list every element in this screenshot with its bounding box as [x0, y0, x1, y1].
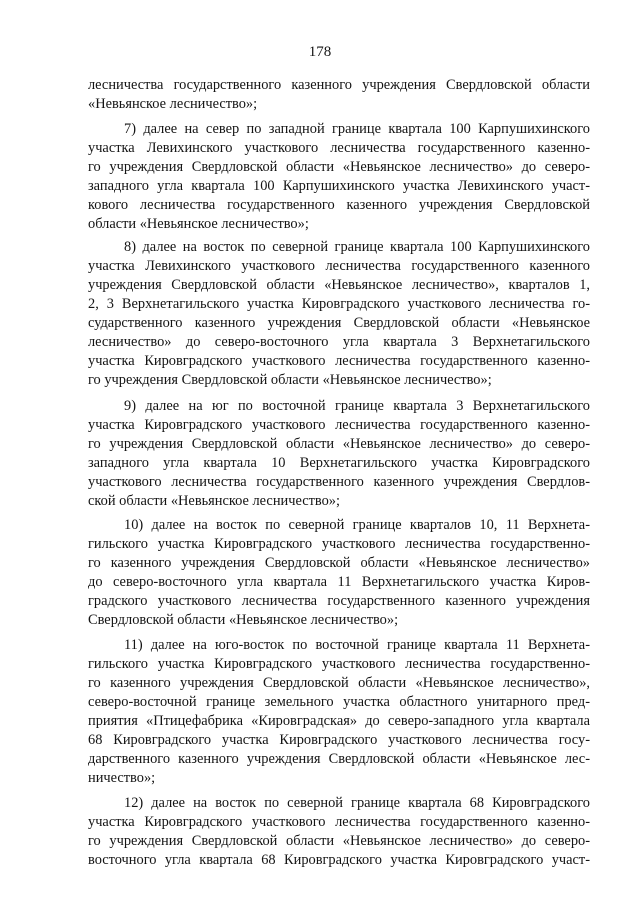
text-line: приятия «Птицефабрика «Кировградская» до северо-западного угла квартала — [88, 713, 590, 729]
text-line: дарственного казенного учреждения Свердловской области «Невьянское лес- — [88, 751, 590, 767]
text-line: лесничества государственного казенного учреждения Свердловской области — [88, 77, 590, 93]
text-line: участка Левихинского участкового лесничества государственного казенного — [88, 258, 590, 274]
text-line: гильского участка Кировградского участкового лесничества государственно- — [88, 656, 590, 672]
text-line: го казенного учреждения Свердловской области «Невьянское лесничество», — [88, 675, 590, 691]
text-line: восточного угла квартала 68 Кировградского участка Кировградского участ- — [88, 852, 590, 868]
text-line: 10) далее на восток по северной границе кварталов 10, 11 Верхнета- — [124, 517, 590, 533]
text-line: 9) далее на юг по восточной границе квартала 3 Верхнетагильского — [124, 398, 590, 414]
text-line: «Невьянское лесничество»; — [88, 96, 258, 112]
text-line: го учреждения Свердловской области «Невьянское лесничество» до северо- — [88, 159, 590, 175]
text-line: ской области «Невьянское лесничество»; — [88, 493, 340, 509]
text-line: 2, 3 Верхнетагильского участка Кировградского участкового лесничества го- — [88, 296, 590, 312]
text-line: северо-восточной границе земельного участка областного унитарного пред- — [88, 694, 590, 710]
text-line: 8) далее на восток по северной границе квартала 100 Карпушихинского — [124, 239, 590, 255]
text-line: участка Кировградского участкового лесничества государственного казенно- — [88, 814, 590, 830]
text-line: лесничество» до северо-восточного угла квартала 3 Верхнетагильского — [88, 334, 590, 350]
text-line: участкового лесничества государственного казенного учреждения Свердлов- — [88, 474, 590, 490]
text-line: градского участкового лесничества государственного казенного учреждения — [88, 593, 590, 609]
text-line: учреждения Свердловской области «Невьянское лесничество», кварталов 1, — [88, 277, 590, 293]
text-line: го учреждения Свердловской области «Невьянское лесничество»; — [88, 372, 492, 388]
text-line: сударственного казенного учреждения Свердловской области «Невьянское — [88, 315, 590, 331]
text-line: кового лесничества государственного казенного учреждения Свердловской — [88, 197, 590, 213]
text-line: ничество»; — [88, 770, 156, 786]
text-line: участка Кировградского участкового лесничества государственного казенно- — [88, 353, 590, 369]
page-number: 178 — [308, 44, 332, 60]
text-line: 12) далее на восток по северной границе квартала 68 Кировградского — [124, 795, 590, 811]
text-line: участка Кировградского участкового лесничества государственного казенно- — [88, 417, 590, 433]
text-line: 7) далее на север по западной границе квартала 100 Карпушихинского — [124, 121, 590, 137]
text-line: го учреждения Свердловской области «Невьянское лесничество» до северо- — [88, 436, 590, 452]
text-line: Свердловской области «Невьянское лесничество»; — [88, 612, 399, 628]
text-line: до северо-восточного угла квартала 11 Верхнетагильского участка Киров- — [88, 574, 590, 590]
text-line: западного угла квартала 100 Карпушихинского участка Левихинского участ- — [88, 178, 590, 194]
text-line: области «Невьянское лесничество»; — [88, 216, 309, 232]
text-line: 11) далее на юго-восток по восточной границе квартала 11 Верхнета- — [124, 637, 590, 653]
text-line: го казенного учреждения Свердловской области «Невьянское лесничество» — [88, 555, 590, 571]
text-line: западного угла квартала 10 Верхнетагильского участка Кировградского — [88, 455, 590, 471]
text-line: гильского участка Кировградского участкового лесничества государственно- — [88, 536, 590, 552]
text-line: участка Левихинского участкового лесничества государственного казенно- — [88, 140, 590, 156]
text-line: го учреждения Свердловской области «Невьянское лесничество» до северо- — [88, 833, 590, 849]
text-line: 68 Кировградского участка Кировградского участкового лесничества госу- — [88, 732, 590, 748]
